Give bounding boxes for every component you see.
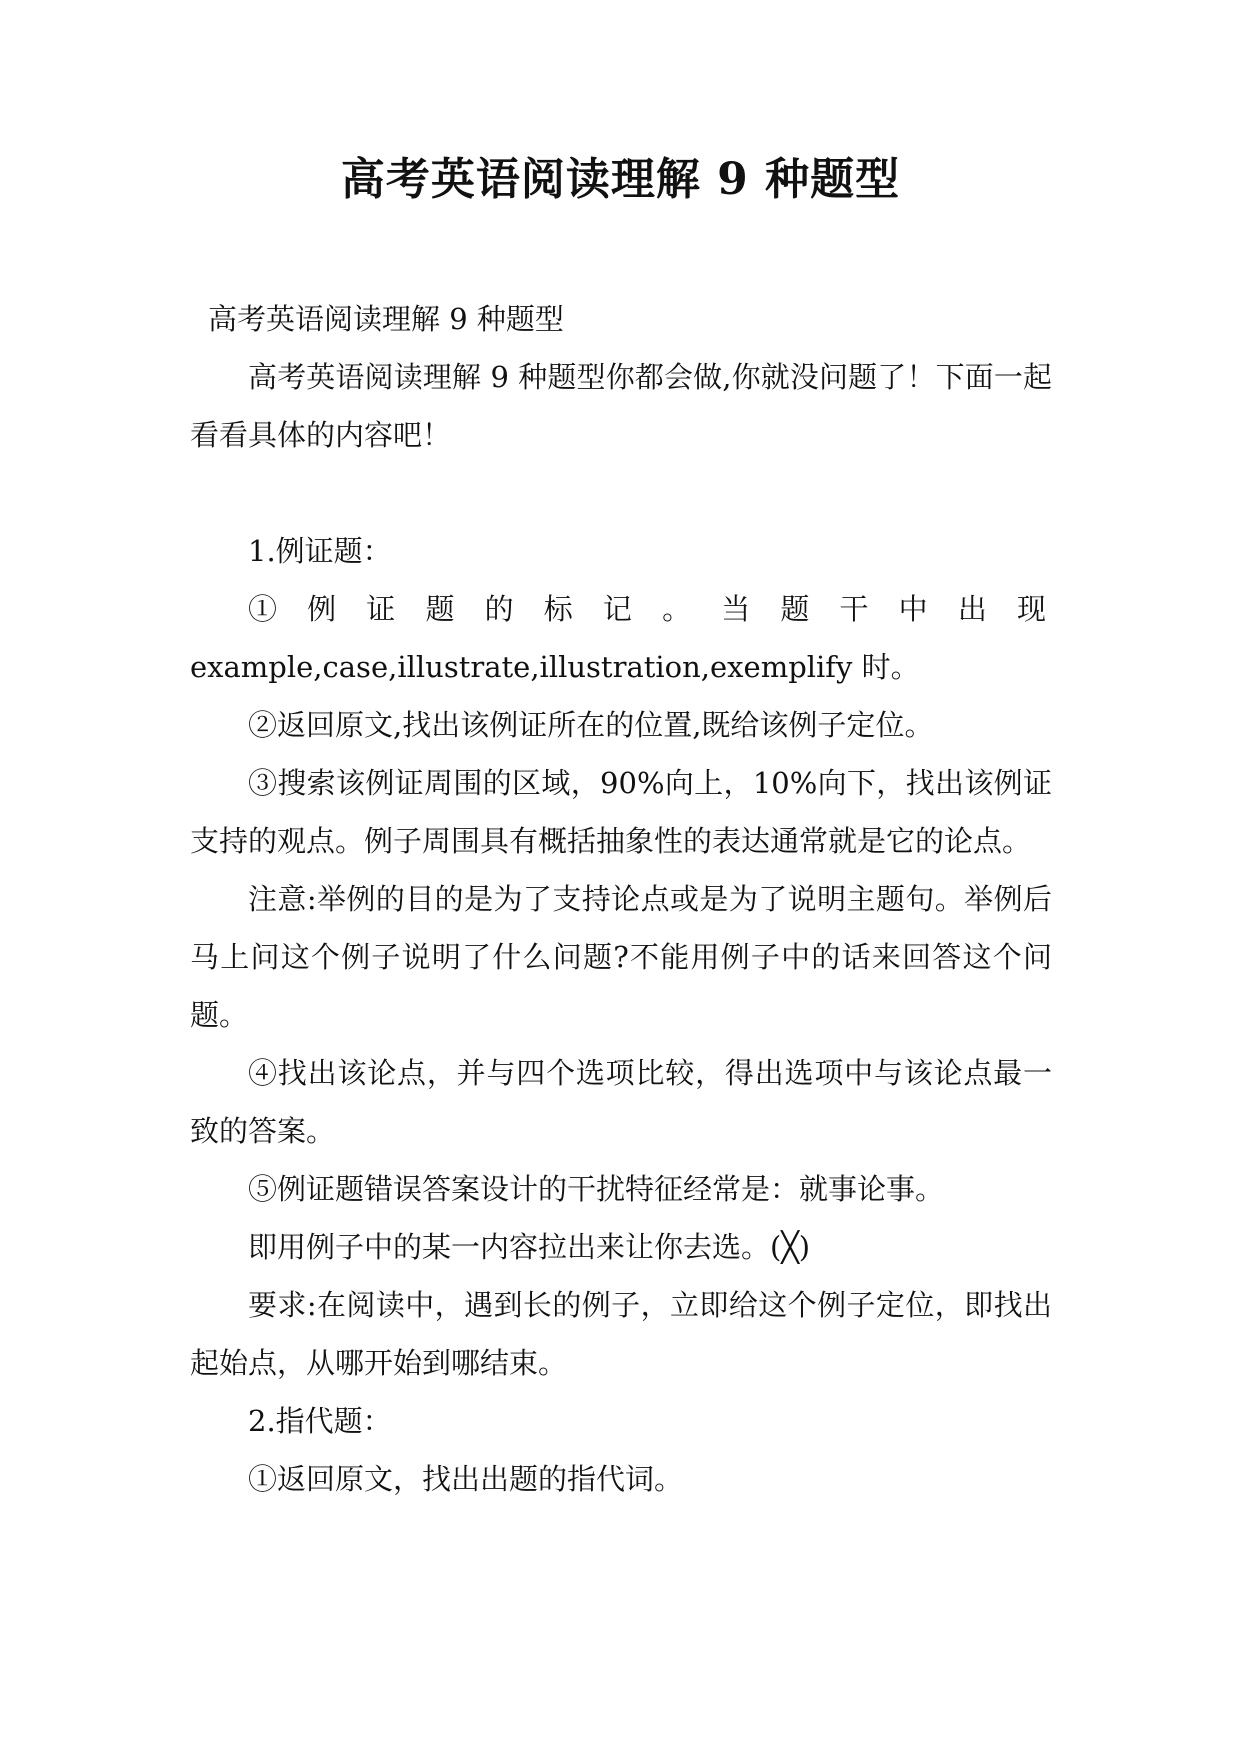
document-subtitle: 高考英语阅读理解 9 种题型: [208, 302, 564, 336]
example-step-3: ③搜索该例证周围的区域，90%向上，10%向下，找出该例证支持的观点。例子周围具有概括抽象性的表达通常就是它的论点。: [190, 766, 1052, 858]
example-step-2: ②返回原文,找出该例证所在的位置,既给该例子定位。: [248, 708, 934, 742]
section-heading-example: 1.例证题：: [248, 534, 392, 568]
blank-line: [190, 464, 1052, 522]
intro-paragraph: 高考英语阅读理解 9 种题型你都会做,你就没问题了！下面一起看看具体的内容吧！: [190, 360, 1052, 452]
example-step-1-keywords: example,case,illustrate,illustration,exemplify 时。: [190, 650, 920, 684]
example-requirement: 要求:在阅读中，遇到长的例子，立即给这个例子定位，即找出起始点，从哪开始到哪结束。: [190, 1288, 1052, 1380]
example-step-5: ⑤例证题错误答案设计的干扰特征经常是：就事论事。: [248, 1172, 945, 1206]
reference-step-1: ①返回原文，找出出题的指代词。: [248, 1462, 684, 1496]
section-heading-reference: 2.指代题：: [248, 1404, 392, 1438]
document-title: 高考英语阅读理解 9 种题型: [340, 154, 901, 205]
example-step-4: ④找出该论点，并与四个选项比较，得出选项中与该论点最一致的答案。: [190, 1056, 1052, 1148]
example-note: 注意:举例的目的是为了支持论点或是为了说明主题句。举例后马上问这个例子说明了什么问题?不能用例子中的话来回答这个问题。: [190, 882, 1052, 1032]
example-step-5-detail: 即用例子中的某一内容拉出来让你去选。(╳): [248, 1230, 811, 1264]
example-step-1: ① 例 证 题 的 标 记 。 当 题 干 中 出 现: [248, 592, 1052, 626]
document-body: [190, 290, 1052, 1508]
